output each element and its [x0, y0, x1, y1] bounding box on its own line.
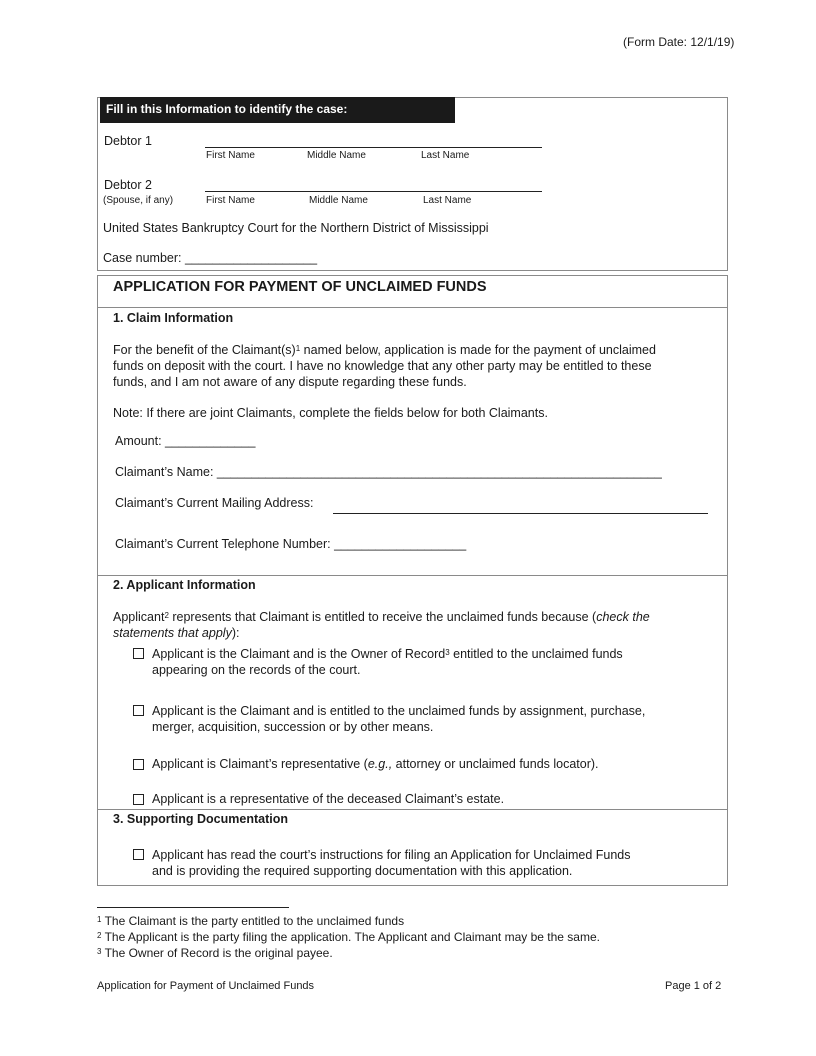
- section2-divider: [97, 575, 728, 576]
- debtor2-last-name-caption: Last Name: [423, 195, 472, 206]
- debtor1-label: Debtor 1: [104, 134, 152, 148]
- opt1-end: entitled to the unclaimed funds: [449, 647, 623, 661]
- opt1-footnote-ref: 3: [445, 648, 450, 657]
- footnote-1: [97, 913, 600, 929]
- intro-middle: represents that Claimant is entitled to receive the unclaimed funds because (: [168, 610, 597, 624]
- intro-line2-end: ):: [231, 626, 240, 640]
- debtor2-label: Debtor 2: [104, 178, 152, 192]
- section1-paragraph: [113, 342, 713, 390]
- debtor2-first-name-caption: First Name: [206, 195, 255, 206]
- intro-line2-italic: statements that apply: [113, 626, 232, 640]
- doc-line1: Applicant has read the court’s instructions for filing an Application for Unclaimed Funds: [152, 848, 631, 862]
- estate-representative-option: Applicant is a representative of the deceased Claimant’s estate.: [152, 792, 505, 806]
- opt1-start: Applicant is the Claimant and is the Owner of Record: [152, 647, 446, 661]
- debtor1-name-field[interactable]: [205, 147, 542, 148]
- page-number: Page 1 of 2: [665, 980, 722, 992]
- amount-field[interactable]: Amount: _____________: [115, 434, 256, 448]
- court-line: [103, 221, 489, 235]
- telephone-field[interactable]: Claimant’s Current Telephone Number: ___________________: [115, 537, 467, 551]
- doc-line2: and is providing the required supporting documentation with this application.: [152, 864, 573, 878]
- opt3-start: Applicant is Claimant’s representative (: [152, 757, 368, 771]
- section1-heading: 1. Claim Information: [113, 311, 234, 325]
- representative-option: [152, 756, 712, 772]
- joint-claimants-note: Note: If there are joint Claimants, complete the fields below for both Claimants.: [113, 406, 548, 420]
- debtor2-name-field[interactable]: [205, 191, 542, 192]
- case-info-header-bar: [100, 97, 455, 123]
- section2-heading: 2. Applicant Information: [113, 578, 256, 592]
- para1-footnote-ref: 1: [295, 344, 301, 353]
- debtor1-last-name-caption: Last Name: [421, 150, 470, 161]
- footnote-2-num: 2: [97, 931, 102, 940]
- intro-italic: check the: [596, 610, 650, 624]
- court-district: Northern District of Mississippi: [320, 221, 489, 235]
- footer-title: Application for Payment of Unclaimed Funds: [97, 980, 315, 992]
- section2-intro: [113, 609, 713, 641]
- owner-of-record-option: [152, 646, 712, 678]
- opt2-line1: Applicant is the Claimant and is entitled to the unclaimed funds by assignment, purchase,: [152, 704, 646, 718]
- debtor1-middle-name-caption: Middle Name: [307, 150, 366, 161]
- representative-checkbox[interactable]: [133, 759, 144, 770]
- documentation-checkbox[interactable]: [133, 849, 144, 860]
- page-title: APPLICATION FOR PAYMENT OF UNCLAIMED FUNDS: [113, 279, 487, 295]
- section3-heading: 3. Supporting Documentation: [113, 812, 288, 826]
- assignment-checkbox[interactable]: [133, 705, 144, 716]
- footnote-1-num: 1: [97, 915, 102, 924]
- owner-of-record-checkbox[interactable]: [133, 648, 144, 659]
- footnote-2-text: The Applicant is the party filing the application. The Applicant and Claimant may be the same.: [101, 930, 600, 944]
- title-divider: [97, 307, 728, 308]
- opt3-end: attorney or unclaimed funds locator).: [392, 757, 599, 771]
- para1-start: For the benefit of the Claimant(s): [113, 343, 296, 357]
- debtor2-middle-name-caption: Middle Name: [309, 195, 368, 206]
- section3-divider: [97, 809, 728, 810]
- opt1-line2: appearing on the records of the court.: [152, 663, 361, 677]
- opt2-line2: merger, acquisition, succession or by other means.: [152, 720, 434, 734]
- case-number-field[interactable]: Case number: ___________________: [103, 251, 318, 265]
- mailing-address-field[interactable]: [333, 513, 708, 514]
- debtor1-first-name-caption: First Name: [206, 150, 255, 161]
- estate-representative-checkbox[interactable]: [133, 794, 144, 805]
- documentation-option: [152, 847, 712, 879]
- footnote-3-text: The Owner of Record is the original payee.: [101, 946, 333, 960]
- opt3-italic: e.g.,: [367, 757, 393, 771]
- case-info-header: Fill in this Information to identify the case:: [106, 102, 348, 116]
- mailing-address-label: Claimant’s Current Mailing Address:: [115, 496, 314, 510]
- court-prefix: United States Bankruptcy Court for the: [103, 221, 317, 235]
- intro-start: Applicant: [113, 610, 165, 624]
- footnote-1-text: The Claimant is the party entitled to the unclaimed funds: [101, 914, 405, 928]
- form-date: (Form Date: 12/1/19): [623, 35, 735, 49]
- claimant-name-field[interactable]: Claimant’s Name: ________________________________________________________________: [115, 465, 662, 479]
- para1-line3: funds, and I am not aware of any dispute regarding these funds.: [113, 375, 467, 389]
- spouse-label: (Spouse, if any): [103, 195, 174, 206]
- case-info-box: [97, 97, 728, 271]
- footnotes: [97, 913, 600, 961]
- footnote-2: [97, 929, 600, 945]
- para1-end: named below, application is made for the payment of unclaimed: [300, 343, 656, 357]
- intro-footnote-ref: 2: [164, 611, 169, 620]
- footnote-separator: [97, 907, 289, 908]
- para1-line2: funds on deposit with the court. I have no knowledge that any other party may be entitled to these: [113, 359, 652, 373]
- footnote-3-num: 3: [97, 947, 102, 956]
- footnote-3: [97, 945, 600, 961]
- assignment-option: [152, 703, 712, 735]
